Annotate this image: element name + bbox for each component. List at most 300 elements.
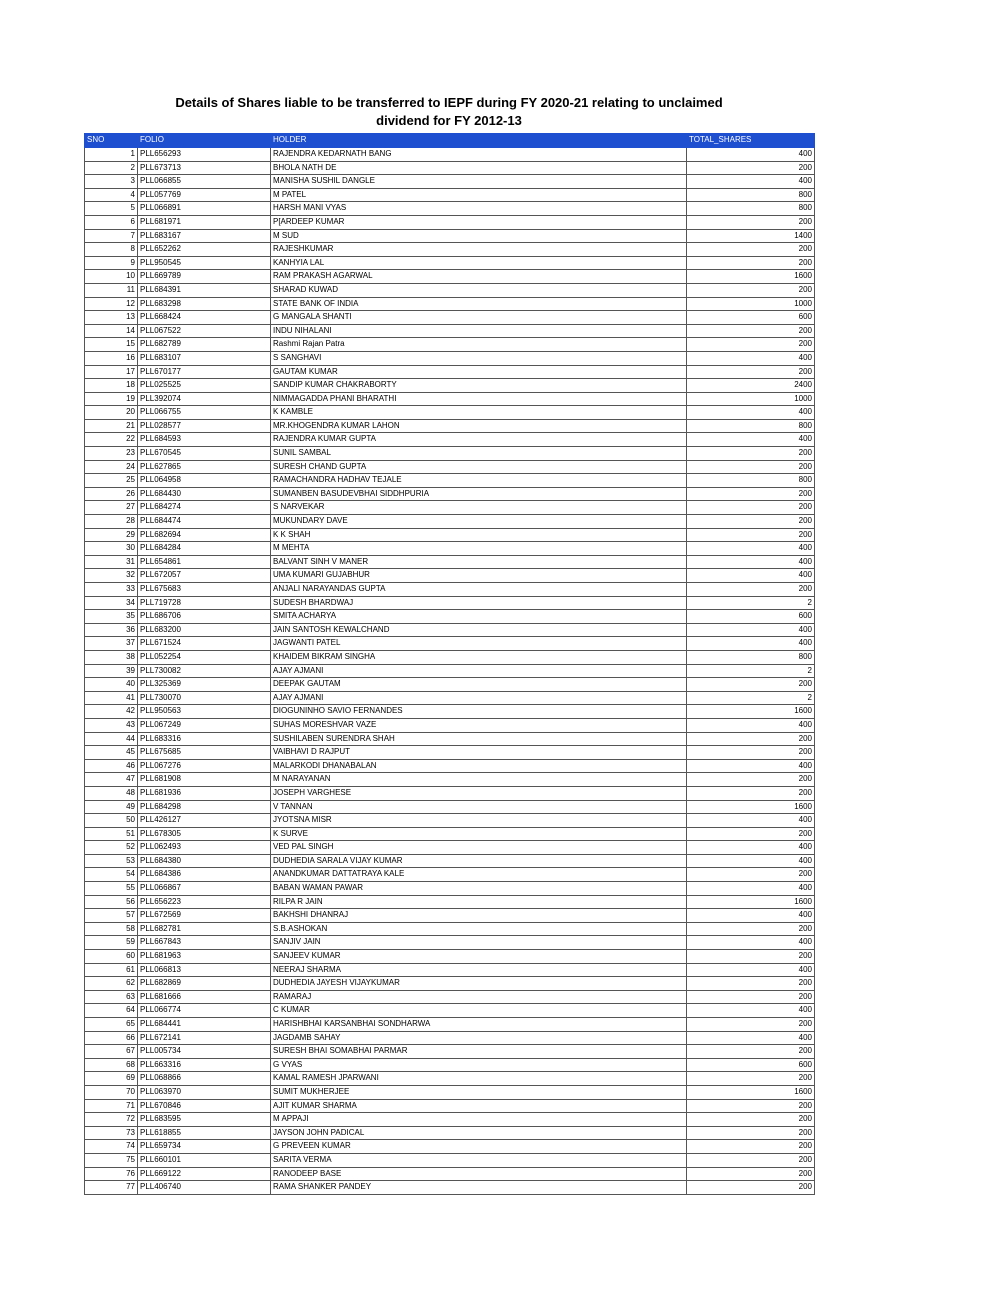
cell-holder: SUSHILABEN SURENDRA SHAH [271, 732, 687, 746]
cell-holder: RAJESHKUMAR [271, 243, 687, 257]
table-row [85, 379, 815, 393]
table-row [85, 215, 815, 229]
cell-holder: Rashmi Rajan Patra [271, 338, 687, 352]
cell-holder: S SANGHAVI [271, 351, 687, 365]
table-row [85, 977, 815, 991]
table-row [85, 528, 815, 542]
cell-sno: 41 [85, 691, 138, 705]
cell-folio: PLL684284 [138, 542, 271, 556]
cell-sno: 52 [85, 841, 138, 855]
cell-holder: C KUMAR [271, 1004, 687, 1018]
cell-sno: 60 [85, 950, 138, 964]
cell-total-shares: 400 [687, 909, 815, 923]
cell-holder: VAIBHAVI D RAJPUT [271, 746, 687, 760]
cell-total-shares: 200 [687, 732, 815, 746]
table-row [85, 419, 815, 433]
cell-sno: 70 [85, 1085, 138, 1099]
cell-holder: K KAMBLE [271, 406, 687, 420]
cell-folio: PLL028577 [138, 419, 271, 433]
cell-total-shares: 400 [687, 814, 815, 828]
cell-folio: PLL684298 [138, 800, 271, 814]
table-row [85, 1181, 815, 1195]
cell-total-shares: 2 [687, 691, 815, 705]
cell-holder: JYOTSNA MISR [271, 814, 687, 828]
table-row [85, 1058, 815, 1072]
cell-total-shares: 400 [687, 406, 815, 420]
cell-total-shares: 200 [687, 460, 815, 474]
cell-total-shares: 2400 [687, 379, 815, 393]
cell-folio: PLL682869 [138, 977, 271, 991]
cell-holder: K K SHAH [271, 528, 687, 542]
cell-total-shares: 200 [687, 1140, 815, 1154]
cell-total-shares: 200 [687, 827, 815, 841]
cell-total-shares: 1600 [687, 705, 815, 719]
cell-folio: PLL066891 [138, 202, 271, 216]
cell-holder: UMA KUMARI GUJABHUR [271, 569, 687, 583]
cell-total-shares: 400 [687, 569, 815, 583]
cell-total-shares: 400 [687, 637, 815, 651]
cell-folio: PLL683107 [138, 351, 271, 365]
cell-sno: 18 [85, 379, 138, 393]
cell-folio: PLL684386 [138, 868, 271, 882]
table-row [85, 786, 815, 800]
cell-total-shares: 200 [687, 256, 815, 270]
cell-sno: 1 [85, 148, 138, 162]
cell-folio: PLL659734 [138, 1140, 271, 1154]
cell-folio: PLL067249 [138, 718, 271, 732]
cell-total-shares: 200 [687, 1153, 815, 1167]
cell-sno: 8 [85, 243, 138, 257]
cell-sno: 42 [85, 705, 138, 719]
cell-folio: PLL392074 [138, 392, 271, 406]
cell-total-shares: 200 [687, 215, 815, 229]
cell-holder: SANJEEV KUMAR [271, 950, 687, 964]
cell-sno: 10 [85, 270, 138, 284]
table-row [85, 882, 815, 896]
cell-folio: PLL683316 [138, 732, 271, 746]
cell-total-shares: 400 [687, 623, 815, 637]
cell-holder: NEERAJ SHARMA [271, 963, 687, 977]
cell-folio: PLL730082 [138, 664, 271, 678]
cell-sno: 11 [85, 283, 138, 297]
cell-sno: 30 [85, 542, 138, 556]
cell-folio: PLL066755 [138, 406, 271, 420]
cell-total-shares: 600 [687, 610, 815, 624]
cell-total-shares: 1400 [687, 229, 815, 243]
cell-holder: RAJENDRA KEDARNATH BANG [271, 148, 687, 162]
cell-total-shares: 400 [687, 175, 815, 189]
cell-holder: M SUD [271, 229, 687, 243]
cell-holder: SUMANBEN BASUDEVBHAI SIDDHPURIA [271, 487, 687, 501]
cell-holder: SUDESH BHARDWAJ [271, 596, 687, 610]
cell-folio: PLL683167 [138, 229, 271, 243]
cell-total-shares: 200 [687, 1113, 815, 1127]
cell-total-shares: 200 [687, 786, 815, 800]
cell-folio: PLL684391 [138, 283, 271, 297]
cell-total-shares: 200 [687, 1045, 815, 1059]
cell-total-shares: 200 [687, 1167, 815, 1181]
table-row [85, 922, 815, 936]
cell-sno: 12 [85, 297, 138, 311]
cell-folio: PLL066867 [138, 882, 271, 896]
table-body [85, 148, 815, 1195]
cell-folio: PLL670846 [138, 1099, 271, 1113]
cell-holder: MANISHA SUSHIL DANGLE [271, 175, 687, 189]
cell-sno: 71 [85, 1099, 138, 1113]
cell-total-shares: 600 [687, 1058, 815, 1072]
cell-total-shares: 400 [687, 433, 815, 447]
table-row [85, 990, 815, 1004]
cell-folio: PLL057769 [138, 188, 271, 202]
table-row [85, 691, 815, 705]
cell-holder: HARSH MANI VYAS [271, 202, 687, 216]
cell-total-shares: 400 [687, 555, 815, 569]
cell-total-shares: 200 [687, 990, 815, 1004]
cell-folio: PLL426127 [138, 814, 271, 828]
table-row [85, 243, 815, 257]
cell-holder: MR.KHOGENDRA KUMAR LAHON [271, 419, 687, 433]
cell-holder: GAUTAM KUMAR [271, 365, 687, 379]
table-row [85, 664, 815, 678]
cell-folio: PLL669122 [138, 1167, 271, 1181]
table-row [85, 569, 815, 583]
cell-total-shares: 200 [687, 501, 815, 515]
cell-sno: 57 [85, 909, 138, 923]
cell-total-shares: 2 [687, 664, 815, 678]
cell-folio: PLL066855 [138, 175, 271, 189]
table-row [85, 583, 815, 597]
cell-folio: PLL684380 [138, 854, 271, 868]
cell-holder: ANJALI NARAYANDAS GUPTA [271, 583, 687, 597]
table-row [85, 1126, 815, 1140]
cell-sno: 48 [85, 786, 138, 800]
cell-total-shares: 1000 [687, 392, 815, 406]
cell-total-shares: 200 [687, 1072, 815, 1086]
table-row [85, 392, 815, 406]
cell-sno: 64 [85, 1004, 138, 1018]
cell-sno: 66 [85, 1031, 138, 1045]
cell-sno: 67 [85, 1045, 138, 1059]
cell-sno: 21 [85, 419, 138, 433]
cell-holder: G MANGALA SHANTI [271, 311, 687, 325]
cell-folio: PLL683200 [138, 623, 271, 637]
cell-holder: SARITA VERMA [271, 1153, 687, 1167]
cell-folio: PLL681971 [138, 215, 271, 229]
cell-holder: RAJENDRA KUMAR GUPTA [271, 433, 687, 447]
cell-sno: 9 [85, 256, 138, 270]
cell-folio: PLL682694 [138, 528, 271, 542]
table-row [85, 487, 815, 501]
header-row [85, 134, 815, 148]
cell-holder: DUDHEDIA JAYESH VIJAYKUMAR [271, 977, 687, 991]
cell-total-shares: 800 [687, 202, 815, 216]
cell-folio: PLL406740 [138, 1181, 271, 1195]
table-row [85, 1004, 815, 1018]
table-row [85, 148, 815, 162]
cell-sno: 59 [85, 936, 138, 950]
cell-holder: MUKUNDARY DAVE [271, 515, 687, 529]
cell-holder: KANHYIA LAL [271, 256, 687, 270]
table-row [85, 732, 815, 746]
cell-total-shares: 200 [687, 528, 815, 542]
cell-holder: BALVANT SINH V MANER [271, 555, 687, 569]
cell-total-shares: 800 [687, 188, 815, 202]
title-line-1: Details of Shares liable to be transferred to IEPF during FY 2020-21 relating to unclaimed [175, 95, 723, 110]
cell-holder: DUDHEDIA SARALA VIJAY KUMAR [271, 854, 687, 868]
cell-holder: SUNIL SAMBAL [271, 447, 687, 461]
table-row [85, 1085, 815, 1099]
cell-folio: PLL627865 [138, 460, 271, 474]
cell-holder: AJAY AJMANI [271, 664, 687, 678]
table-row [85, 1031, 815, 1045]
cell-total-shares: 200 [687, 977, 815, 991]
shares-table [84, 133, 815, 1195]
cell-holder: G VYAS [271, 1058, 687, 1072]
cell-holder: RAMARAJ [271, 990, 687, 1004]
cell-folio: PLL671524 [138, 637, 271, 651]
cell-holder: G PREVEEN KUMAR [271, 1140, 687, 1154]
cell-folio: PLL064958 [138, 474, 271, 488]
cell-sno: 50 [85, 814, 138, 828]
cell-folio: PLL950545 [138, 256, 271, 270]
cell-total-shares: 200 [687, 868, 815, 882]
table-row [85, 175, 815, 189]
cell-holder: BHOLA NATH DE [271, 161, 687, 175]
table-row [85, 229, 815, 243]
title-line-2: dividend for FY 2012-13 [376, 113, 522, 128]
cell-holder: JAGDAMB SAHAY [271, 1031, 687, 1045]
cell-holder: BABAN WAMAN PAWAR [271, 882, 687, 896]
cell-folio: PLL678305 [138, 827, 271, 841]
cell-folio: PLL652262 [138, 243, 271, 257]
cell-sno: 63 [85, 990, 138, 1004]
table-row [85, 650, 815, 664]
cell-holder: M PATEL [271, 188, 687, 202]
cell-holder: M MEHTA [271, 542, 687, 556]
cell-sno: 34 [85, 596, 138, 610]
table-row [85, 460, 815, 474]
cell-sno: 6 [85, 215, 138, 229]
cell-folio: PLL681936 [138, 786, 271, 800]
cell-total-shares: 200 [687, 678, 815, 692]
cell-total-shares: 200 [687, 487, 815, 501]
cell-holder: RAMACHANDRA HADHAV TEJALE [271, 474, 687, 488]
cell-folio: PLL682789 [138, 338, 271, 352]
cell-sno: 15 [85, 338, 138, 352]
cell-holder: HARISHBHAI KARSANBHAI SONDHARWA [271, 1018, 687, 1032]
cell-total-shares: 400 [687, 936, 815, 950]
cell-holder: RAMA SHANKER PANDEY [271, 1181, 687, 1195]
table-row [85, 678, 815, 692]
table-row [85, 555, 815, 569]
cell-sno: 69 [85, 1072, 138, 1086]
cell-folio: PLL686706 [138, 610, 271, 624]
cell-sno: 3 [85, 175, 138, 189]
cell-holder: SMITA ACHARYA [271, 610, 687, 624]
table-row [85, 623, 815, 637]
cell-holder: M APPAJI [271, 1113, 687, 1127]
table-row [85, 868, 815, 882]
table-row [85, 542, 815, 556]
cell-folio: PLL066774 [138, 1004, 271, 1018]
table-row [85, 338, 815, 352]
table-row [85, 501, 815, 515]
cell-holder: S NARVEKAR [271, 501, 687, 515]
cell-total-shares: 2 [687, 596, 815, 610]
cell-holder: RANODEEP BASE [271, 1167, 687, 1181]
cell-total-shares: 200 [687, 283, 815, 297]
table-row [85, 800, 815, 814]
cell-holder: KAMAL RAMESH JPARWANI [271, 1072, 687, 1086]
cell-folio: PLL325369 [138, 678, 271, 692]
table-row [85, 161, 815, 175]
cell-sno: 20 [85, 406, 138, 420]
cell-sno: 2 [85, 161, 138, 175]
cell-sno: 23 [85, 447, 138, 461]
cell-folio: PLL684274 [138, 501, 271, 515]
table-row [85, 283, 815, 297]
cell-holder: SANJIV JAIN [271, 936, 687, 950]
cell-sno: 39 [85, 664, 138, 678]
cell-sno: 5 [85, 202, 138, 216]
cell-folio: PLL673713 [138, 161, 271, 175]
cell-sno: 76 [85, 1167, 138, 1181]
cell-holder: S.B.ASHOKAN [271, 922, 687, 936]
cell-folio: PLL675685 [138, 746, 271, 760]
header-sno: SNO [85, 134, 138, 148]
cell-sno: 49 [85, 800, 138, 814]
cell-total-shares: 200 [687, 1126, 815, 1140]
cell-sno: 46 [85, 759, 138, 773]
document-title [84, 94, 814, 130]
table-row [85, 324, 815, 338]
cell-holder: JAYSON JOHN PADICAL [271, 1126, 687, 1140]
cell-total-shares: 200 [687, 515, 815, 529]
cell-sno: 55 [85, 882, 138, 896]
cell-holder: VED PAL SINGH [271, 841, 687, 855]
cell-folio: PLL730070 [138, 691, 271, 705]
cell-folio: PLL656223 [138, 895, 271, 909]
table-row [85, 1167, 815, 1181]
cell-holder: ANANDKUMAR DATTATRAYA KALE [271, 868, 687, 882]
cell-holder: M NARAYANAN [271, 773, 687, 787]
cell-holder: K SURVE [271, 827, 687, 841]
cell-total-shares: 800 [687, 474, 815, 488]
cell-sno: 37 [85, 637, 138, 651]
cell-total-shares: 400 [687, 854, 815, 868]
cell-sno: 72 [85, 1113, 138, 1127]
cell-folio: PLL681666 [138, 990, 271, 1004]
table-row [85, 773, 815, 787]
table-row [85, 297, 815, 311]
table-row [85, 1113, 815, 1127]
cell-sno: 35 [85, 610, 138, 624]
table-row [85, 1099, 815, 1113]
table-row [85, 637, 815, 651]
table-row [85, 270, 815, 284]
cell-folio: PLL672057 [138, 569, 271, 583]
cell-holder: P[ARDEEP KUMAR [271, 215, 687, 229]
cell-holder: V TANNAN [271, 800, 687, 814]
cell-holder: MALARKODI DHANABALAN [271, 759, 687, 773]
cell-folio: PLL719728 [138, 596, 271, 610]
cell-folio: PLL684441 [138, 1018, 271, 1032]
cell-folio: PLL025525 [138, 379, 271, 393]
table-row [85, 474, 815, 488]
cell-holder: AJAY AJMANI [271, 691, 687, 705]
cell-sno: 29 [85, 528, 138, 542]
cell-sno: 40 [85, 678, 138, 692]
header-holder: HOLDER [271, 134, 687, 148]
cell-holder: JOSEPH VARGHESE [271, 786, 687, 800]
cell-folio: PLL672569 [138, 909, 271, 923]
table-row [85, 1045, 815, 1059]
cell-sno: 58 [85, 922, 138, 936]
cell-folio: PLL660101 [138, 1153, 271, 1167]
cell-folio: PLL683298 [138, 297, 271, 311]
cell-folio: PLL052254 [138, 650, 271, 664]
cell-total-shares: 200 [687, 1018, 815, 1032]
cell-folio: PLL683595 [138, 1113, 271, 1127]
cell-sno: 22 [85, 433, 138, 447]
cell-total-shares: 400 [687, 882, 815, 896]
table-row [85, 202, 815, 216]
cell-folio: PLL668424 [138, 311, 271, 325]
cell-holder: SUHAS MORESHVAR VAZE [271, 718, 687, 732]
cell-sno: 33 [85, 583, 138, 597]
cell-sno: 13 [85, 311, 138, 325]
cell-holder: SURESH BHAI SOMABHAI PARMAR [271, 1045, 687, 1059]
cell-sno: 24 [85, 460, 138, 474]
cell-folio: PLL068866 [138, 1072, 271, 1086]
table-row [85, 909, 815, 923]
table-row [85, 256, 815, 270]
table-row [85, 311, 815, 325]
cell-total-shares: 200 [687, 583, 815, 597]
table-row [85, 895, 815, 909]
cell-total-shares: 200 [687, 922, 815, 936]
cell-total-shares: 600 [687, 311, 815, 325]
cell-holder: RAM PRAKASH AGARWAL [271, 270, 687, 284]
cell-total-shares: 1600 [687, 270, 815, 284]
table-row [85, 814, 815, 828]
cell-total-shares: 400 [687, 841, 815, 855]
cell-holder: SANDIP KUMAR CHAKRABORTY [271, 379, 687, 393]
table-row [85, 936, 815, 950]
cell-sno: 62 [85, 977, 138, 991]
table-row [85, 1140, 815, 1154]
cell-holder: RILPA R JAIN [271, 895, 687, 909]
table-row [85, 827, 815, 841]
table-row [85, 406, 815, 420]
cell-total-shares: 400 [687, 759, 815, 773]
cell-sno: 65 [85, 1018, 138, 1032]
cell-sno: 51 [85, 827, 138, 841]
cell-total-shares: 200 [687, 338, 815, 352]
cell-holder: DEEPAK GAUTAM [271, 678, 687, 692]
cell-sno: 44 [85, 732, 138, 746]
cell-sno: 53 [85, 854, 138, 868]
cell-total-shares: 400 [687, 148, 815, 162]
cell-total-shares: 1600 [687, 800, 815, 814]
cell-holder: JAIN SANTOSH KEWALCHAND [271, 623, 687, 637]
cell-folio: PLL654861 [138, 555, 271, 569]
cell-holder: JAGWANTI PATEL [271, 637, 687, 651]
cell-sno: 32 [85, 569, 138, 583]
cell-sno: 27 [85, 501, 138, 515]
cell-sno: 77 [85, 1181, 138, 1195]
cell-folio: PLL684430 [138, 487, 271, 501]
